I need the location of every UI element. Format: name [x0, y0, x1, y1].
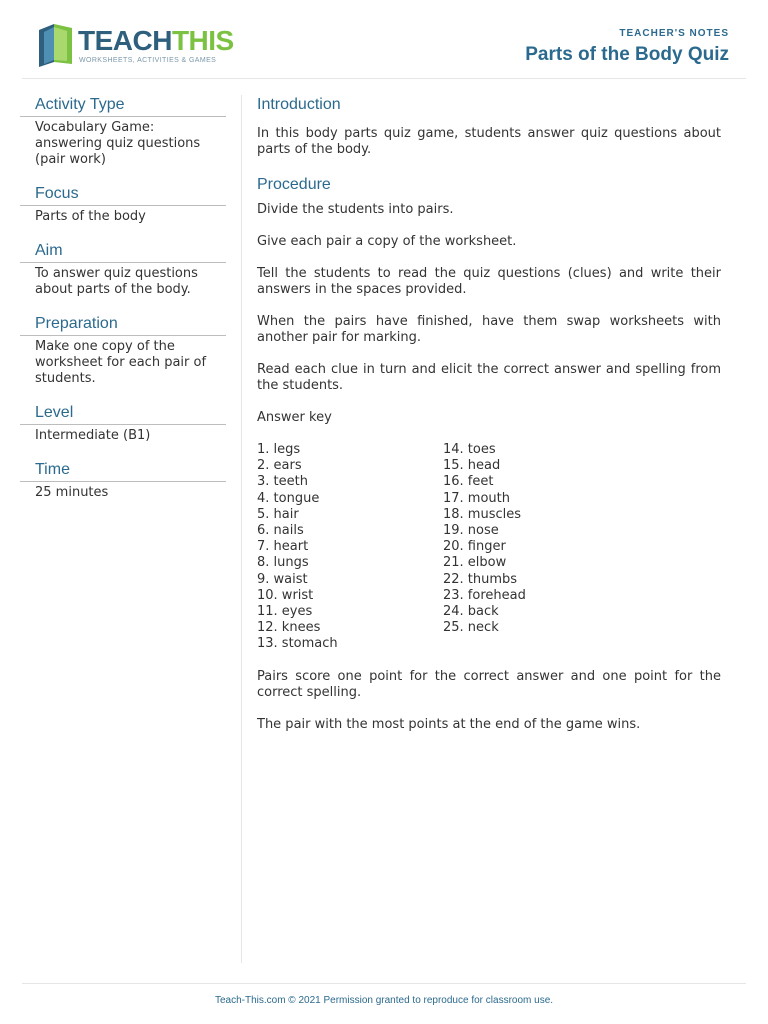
sidebar: [20, 94, 226, 516]
answer-item: 9. waist: [257, 571, 308, 587]
answer-item: 15. head: [443, 458, 501, 474]
sidebar-section-time: [20, 459, 226, 501]
logo-wordmark-main: TEACH: [78, 25, 172, 56]
teachers-notes-label: TEACHER'S NOTES: [619, 28, 729, 39]
answer-item: 7. heart: [257, 539, 309, 555]
answer-item: 11. eyes: [257, 604, 313, 620]
procedure-step: Divide the students into pairs.: [257, 202, 454, 217]
sidebar-section-aim: [20, 240, 226, 298]
answer-item: 6. nails: [257, 523, 304, 539]
answer-item: 18. muscles: [443, 506, 522, 522]
answer-key-label: Answer key: [257, 410, 332, 425]
sidebar-section-preparation: [20, 313, 226, 387]
sidebar-heading: Focus: [20, 183, 226, 206]
answer-column-left: [257, 442, 443, 653]
procedure-heading: Procedure: [257, 176, 331, 193]
answer-item: 5. hair: [257, 506, 299, 522]
scoring-text: Pairs score one point for the correct answer and one point for the correct spelling.: [257, 668, 721, 700]
sidebar-heading: Aim: [20, 240, 226, 263]
answer-item: 16. feet: [443, 474, 494, 490]
answer-column-right: [443, 442, 683, 653]
answer-item: 1. legs: [257, 442, 301, 457]
answer-key: [257, 442, 721, 653]
introduction-text: In this body parts quiz game, students answer quiz questions about parts of the body.: [257, 126, 721, 157]
teach-this-logo: [36, 22, 236, 70]
answer-item: 10. wrist: [257, 587, 314, 603]
answer-item: 23. forehead: [443, 587, 526, 603]
sidebar-section-focus: [20, 183, 226, 225]
book-icon: [36, 22, 76, 68]
footer-copyright: Teach-This.com © 2021 Permission granted to reproduce for classroom use.: [214, 995, 554, 1006]
procedure-step: Tell the students to read the quiz questions (clues) and write their answers in the spaces provided.: [257, 266, 721, 297]
answer-item: 8. lungs: [257, 555, 309, 571]
answer-item: 19. nose: [443, 523, 499, 539]
answer-item: 22. thumbs: [443, 571, 518, 587]
answer-item: 3. teeth: [257, 474, 308, 490]
answer-item: 2. ears: [257, 458, 302, 474]
introduction-heading: Introduction: [257, 96, 341, 113]
sidebar-text: Vocabulary Game: answering quiz questions (pair work): [35, 120, 201, 167]
answer-item: 20. finger: [443, 539, 506, 555]
sidebar-heading: Level: [20, 402, 226, 425]
sidebar-text: Make one copy of the worksheet for each pair of students.: [35, 339, 207, 386]
procedure-step: Give each pair a copy of the worksheet.: [257, 234, 517, 249]
sidebar-heading: Time: [20, 459, 226, 482]
answer-item: 21. elbow: [443, 555, 507, 571]
procedure-step: Read each clue in turn and elicit the correct answer and spelling from the students.: [257, 362, 721, 393]
sidebar-text: Parts of the body: [35, 209, 146, 224]
answer-item: 25. neck: [443, 620, 499, 636]
sidebar-text: Intermediate (B1): [35, 428, 151, 443]
logo-wordmark-accent: THIS: [171, 25, 234, 56]
logo-tagline: WORKSHEETS, ACTIVITIES & GAMES: [79, 57, 217, 64]
answer-item: 17. mouth: [443, 490, 510, 506]
main-content: [257, 94, 721, 749]
answer-item: 12. knees: [257, 620, 321, 636]
sidebar-section-activity-type: [20, 94, 226, 168]
answer-item: 14. toes: [443, 442, 496, 457]
page-header: [0, 0, 768, 78]
sidebar-text: To answer quiz questions about parts of the body.: [35, 266, 198, 297]
answer-item: 24. back: [443, 604, 499, 620]
sidebar-heading: Preparation: [20, 313, 226, 336]
answer-item: 4. tongue: [257, 490, 320, 506]
footer-divider: [22, 983, 746, 984]
header-divider: [22, 78, 746, 79]
logo-wordmark: [78, 24, 234, 58]
procedure-step: When the pairs have finished, have them swap worksheets with another pair for marking.: [257, 314, 721, 345]
winner-text: The pair with the most points at the end of the game wins.: [257, 716, 641, 732]
answer-item: 13. stomach: [257, 636, 338, 652]
page-title: Parts of the Body Quiz: [525, 44, 729, 65]
sidebar-text: 25 minutes: [35, 485, 109, 500]
column-divider: [241, 95, 242, 963]
sidebar-heading: Activity Type: [20, 94, 226, 117]
sidebar-section-level: [20, 402, 226, 444]
